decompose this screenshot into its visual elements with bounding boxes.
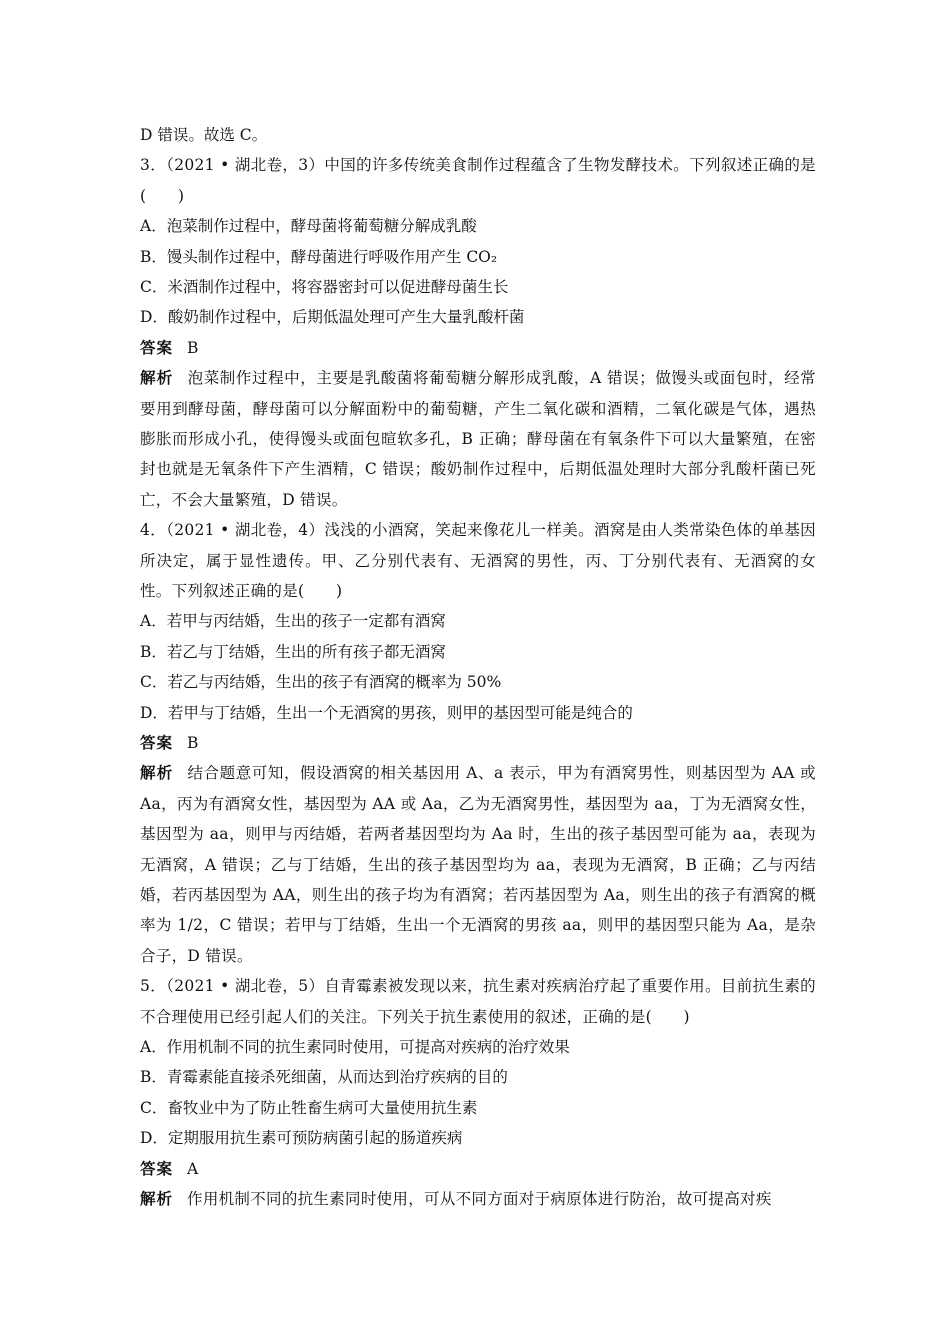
- question-5-option-a: A．作用机制不同的抗生素同时使用，可提高对疾病的治疗效果: [140, 1038, 570, 1057]
- question-5-answer: [140, 1154, 816, 1184]
- answer-value: B: [187, 338, 199, 357]
- question-3-answer: [140, 333, 816, 363]
- question-4-option-c: C．若乙与丙结婚，生出的孩子有酒窝的概率为 50%: [140, 673, 502, 692]
- question-4-answer: [140, 728, 816, 758]
- intro-line: D 错误。故选 C。: [140, 126, 268, 144]
- question-5-analysis: [140, 1184, 816, 1214]
- question-4-option-b: B．若乙与丁结婚，生出的所有孩子都无酒窝: [140, 642, 446, 661]
- question-4-option-d: D．若甲与丁结婚，生出一个无酒窝的男孩，则甲的基因型可能是纯合的: [140, 703, 633, 722]
- analysis-text: 结合题意可知，假设酒窝的相关基因用 A、a 表示，甲为有酒窝男性，则基因型为 AA 或 Aa，丙为有酒窝女性，基因型为 AA 或 Aa，乙为无酒窝男性，基因型为 aa，丁为无酒窝女性，基因型为 aa，则甲与丙结婚，若两者基因型均为 Aa 时，生出的孩子基因型可能为 aa，表现为无酒窝，A 错误；乙与丁结婚，生出的孩子基因型均为 aa，表现为无酒窝，B 正确；乙与丙结婚，若丙基因型为 AA，则生出的孩子均为有酒窝；若丙基因型为 Aa，则生出的孩子有酒窝的概率为 1/2，C 错误；若甲与丁结婚，生出一个无酒窝的男孩 aa，则甲的基因型只能为 Aa，是杂合子，D 错误。: [140, 764, 816, 965]
- question-5-option-b: B．青霉素能直接杀死细菌，从而达到治疗疾病的目的: [140, 1068, 508, 1087]
- answer-label: 答案: [140, 733, 174, 752]
- question-3-analysis: [140, 363, 816, 515]
- question-4-stem: 4．（2021 • 湖北卷，4）浅浅的小酒窝，笑起来像花儿一样美。酒窝是由人类常染色体的单基因所决定，属于显性遗传。甲、乙分别代表有、无酒窝的男性，丙、丁分别代表有、无酒窝的女性。下列叙述正确的是( ): [140, 521, 816, 600]
- question-3-option-a: A．泡菜制作过程中，酵母菌将葡萄糖分解成乳酸: [140, 217, 477, 236]
- question-3-option-c: C．米酒制作过程中，将容器密封可以促进酵母菌生长: [140, 277, 509, 296]
- question-3-option-d: D．酸奶制作过程中，后期低温处理可产生大量乳酸杆菌: [140, 308, 525, 327]
- answer-value: B: [187, 733, 199, 752]
- analysis-text: 泡菜制作过程中，主要是乳酸菌将葡萄糖分解形成乳酸，A 错误；做馒头或面包时，经常要用到酵母菌，酵母菌可以分解面粉中的葡萄糖，产生二氧化碳和酒精，二氧化碳是气体，遇热膨胀而形成小孔，使得馒头或面包暄软多孔，B 正确；酵母菌在有氧条件下可以大量繁殖，在密封也就是无氧条件下产生酒精，C 错误；酸奶制作过程中，后期低温处理时大部分乳酸杆菌已死亡，不会大量繁殖，D 错误。: [140, 369, 816, 509]
- question-4-option-a: A．若甲与丙结婚，生出的孩子一定都有酒窝: [140, 612, 446, 631]
- document-page: [140, 120, 816, 1214]
- question-3-stem: 3．（2021 • 湖北卷，3）中国的许多传统美食制作过程蕴含了生物发酵技术。下列叙述正确的是( ): [140, 156, 816, 205]
- analysis-label: 解析: [140, 1189, 174, 1208]
- analysis-label: 解析: [140, 764, 174, 783]
- question-5-option-d: D．定期服用抗生素可预防病菌引起的肠道疾病: [140, 1129, 463, 1148]
- answer-label: 答案: [140, 338, 174, 357]
- question-5-option-c: C．畜牧业中为了防止牲畜生病可大量使用抗生素: [140, 1098, 478, 1117]
- analysis-label: 解析: [140, 369, 174, 388]
- question-5-stem: 5．（2021 • 湖北卷，5）自青霉素被发现以来，抗生素对疾病治疗起了重要作用。目前抗生素的不合理使用已经引起人们的关注。下列关于抗生素使用的叙述，正确的是( ): [140, 977, 816, 1026]
- question-3-option-b: B．馒头制作过程中，酵母菌进行呼吸作用产生 CO₂: [140, 247, 498, 266]
- question-4-analysis: [140, 758, 816, 971]
- answer-value: A: [187, 1159, 199, 1178]
- answer-label: 答案: [140, 1159, 174, 1178]
- analysis-text: 作用机制不同的抗生素同时使用，可从不同方面对于病原体进行防治，故可提高对疾: [187, 1189, 772, 1208]
